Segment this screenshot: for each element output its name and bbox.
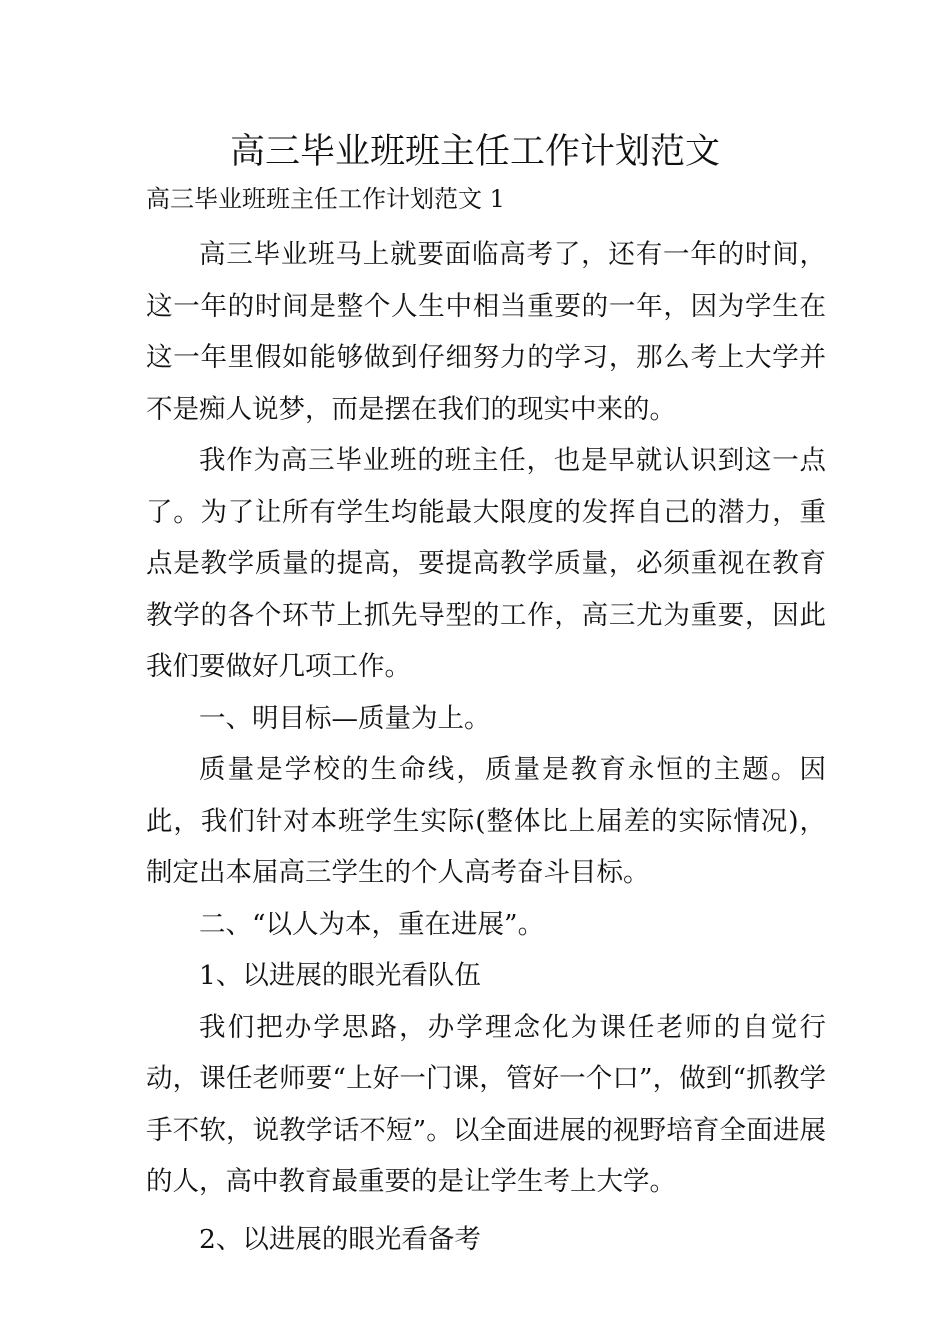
subsection-heading-team: 1、以进展的眼光看队伍 xyxy=(199,960,481,991)
subsection-heading-exam: 2、以进展的眼光看备考 xyxy=(199,1223,481,1255)
paragraph-head-teacher: 我作为高三毕业班的班主任，也是早就认识到这一点了。为了让所有学生均能最大限度的发挥自己的潜力，重点是教学质量的提高，要提高教学质量，必须重视在教育教学的各个环节上抓先导型的工作，高三尤为重要，因此我们要做好几项工作。 xyxy=(146,445,826,682)
paragraph-quality: 质量是学校的生命线，质量是教育永恒的主题。因此，我们针对本班学生实际(整体比上届差的实际情况)，制定出本届高三学生的个人高考奋斗目标。 xyxy=(146,754,826,888)
document-subtitle: 高三毕业班班主任工作计划范文 1 xyxy=(146,185,505,213)
document-body xyxy=(146,229,826,1265)
section-heading-goal: 一、明目标—质量为上。 xyxy=(199,702,491,734)
section-heading-people: 二、“以人为本，重在进展”。 xyxy=(199,908,545,940)
paragraph-teaching: 我们把办学思路，办学理念化为课任老师的自觉行动，课任老师要“上好一门课，管好一个口”，做到“抓教学手不软，说教学话不短”。以全面进展的视野培育全面进展的人，高中教育最重要的是让学生考上大学。 xyxy=(146,1011,826,1197)
paragraph-intro: 高三毕业班马上就要面临高考了，还有一年的时间，这一年的时间是整个人生中相当重要的一年，因为学生在这一年里假如能够做到仔细努力的学习，那么考上大学并不是痴人说梦，而是摆在我们的现实中来的。 xyxy=(146,239,826,425)
document-title: 高三毕业班班主任工作计划范文 xyxy=(229,132,720,172)
